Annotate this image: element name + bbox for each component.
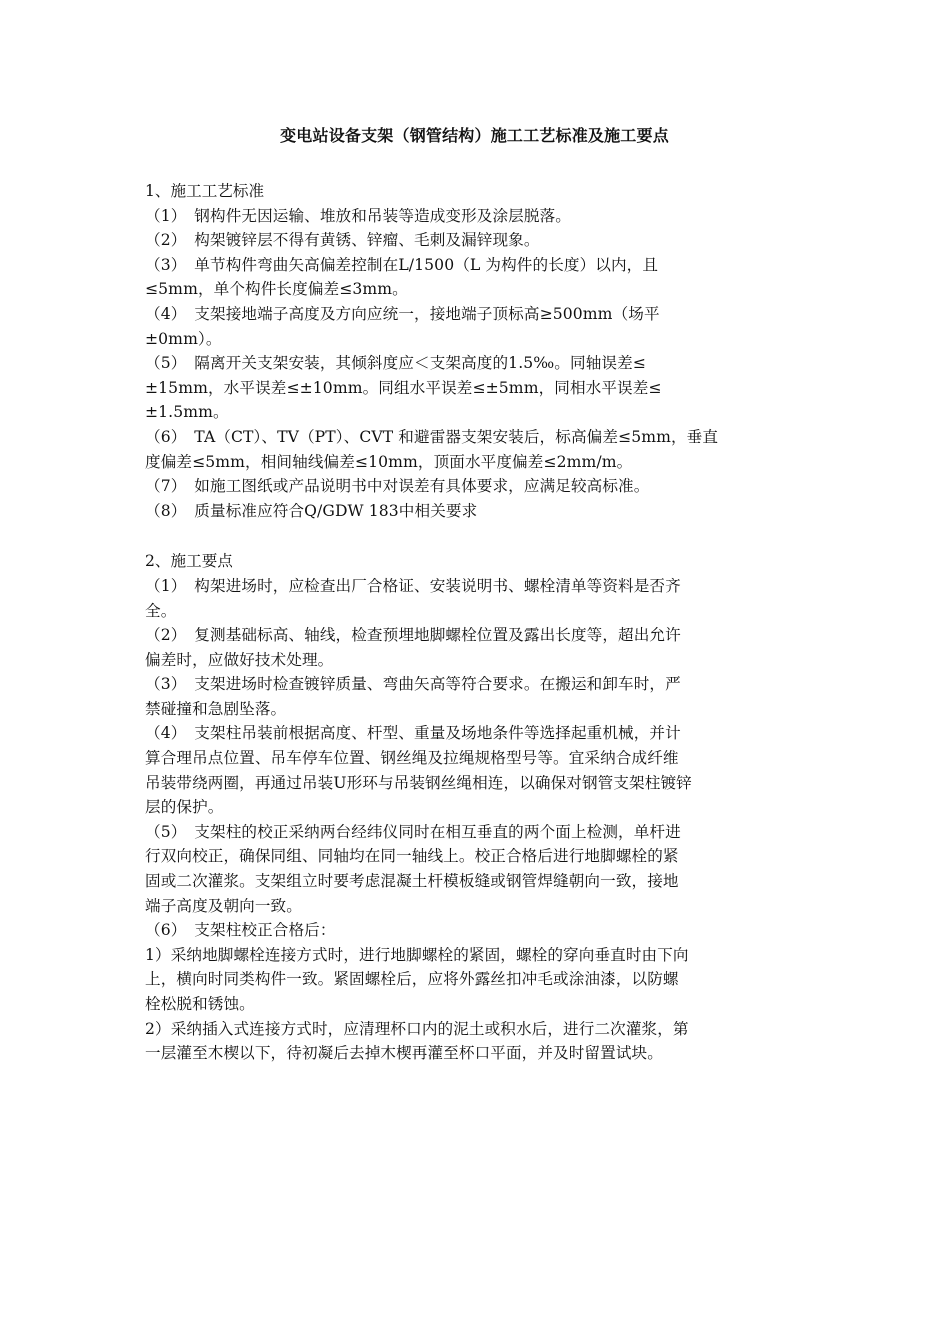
text-line: （5） 隔离开关支架安装，其倾斜度应＜支架高度的1.5‰。同轴误差≤ [145, 354, 646, 373]
text-line: （5） 支架柱的校正采纳两台经纬仪同时在相互垂直的两个面上检测，单杆进 [145, 822, 681, 841]
text-line: 算合理吊点位置、吊车停车位置、钢丝绳及拉绳规格型号等。宜采纳合成纤维 [145, 749, 679, 768]
text-line: （4） 支架柱吊装前根据高度、杆型、重量及场地条件等选择起重机械，并计 [145, 724, 681, 743]
text-line: （2） 复测基础标高、轴线，检查预埋地脚螺栓位置及露出长度等，超出允许 [145, 626, 681, 645]
text-line: （7） 如施工图纸或产品说明书中对误差有具体要求，应满足较高标准。 [145, 477, 650, 496]
text-line: ≤5mm，单个构件长度偏差≤3mm。 [145, 280, 408, 299]
text-line: ±15mm，水平误差≤±10mm。同组水平误差≤±5mm，同相水平误差≤ [145, 378, 662, 397]
section-construction-key-points [145, 549, 804, 1065]
section-construction-standards [145, 179, 804, 523]
text-line: 1）采纳地脚螺栓连接方式时，进行地脚螺栓的紧固，螺栓的穿向垂直时由下向 [145, 945, 689, 964]
text-line: 2）采纳插入式连接方式时，应清理杯口内的泥土或积水后，进行二次灌浆，第 [145, 1019, 689, 1038]
text-line: 禁碰撞和急剧坠落。 [145, 699, 287, 718]
text-line: 上，横向时同类构件一致。紧固螺栓后，应将外露丝扣冲毛或涂油漆，以防螺 [145, 970, 679, 989]
section-heading: 1、施工工艺标准 [145, 182, 265, 200]
text-line: （3） 支架进场时检查镀锌质量、弯曲矢高等符合要求。在搬运和卸车时，严 [145, 675, 681, 694]
text-line: （2） 构架镀锌层不得有黄锈、锌瘤、毛刺及漏锌现象。 [145, 231, 540, 250]
text-line: 吊装带绕两圈，再通过吊装U形环与吊装钢丝绳相连，以确保对钢管支架柱镀锌 [145, 773, 692, 792]
text-line: （6） 支架柱校正合格后： [145, 921, 336, 940]
text-line: （1） 钢构件无因运输、堆放和吊装等造成变形及涂层脱落。 [145, 206, 571, 225]
text-line: 度偏差≤5mm，相间轴线偏差≤10mm，顶面水平度偏差≤2mm/m。 [145, 452, 633, 471]
text-line: 一层灌至木楔以下，待初凝后去掉木楔再灌至杯口平面，并及时留置试块。 [145, 1044, 663, 1063]
section-heading: 2、施工要点 [145, 552, 233, 571]
text-line: ±1.5mm。 [145, 403, 229, 422]
text-line: （6） TA（CT）、TV（PT）、CVT 和避雷器支架安装后，标高偏差≤5mm，垂直 [145, 427, 719, 446]
text-line: 行双向校正，确保同组、同轴均在同一轴线上。校正合格后进行地脚螺栓的紧 [145, 847, 679, 866]
text-line: （3） 单节构件弯曲矢高偏差控制在L/1500（L 为构件的长度）以内，且 [145, 255, 659, 274]
text-line: 层的保护。 [145, 798, 224, 817]
text-line: 固或二次灌浆。支架组立时要考虑混凝土杆模板缝或钢管焊缝朝向一致，接地 [145, 872, 679, 891]
text-line: （8） 质量标准应符合Q/GDW 183中相关要求 [145, 501, 478, 520]
text-line: 端子高度及朝向一致。 [145, 896, 302, 915]
text-line: 偏差时，应做好技术处理。 [145, 650, 334, 669]
text-line: ±0mm）。 [145, 329, 222, 348]
text-line: （4） 支架接地端子高度及方向应统一，接地端子顶标高≥500mm（场平 [145, 304, 660, 323]
text-line: 全。 [145, 601, 177, 620]
document-title: 变电站设备支架（钢管结构）施工工艺标准及施工要点 [280, 126, 669, 145]
text-line: （1） 构架进场时，应检查出厂合格证、安装说明书、螺栓清单等资料是否齐 [145, 576, 681, 595]
text-line: 栓松脱和锈蚀。 [145, 995, 255, 1013]
